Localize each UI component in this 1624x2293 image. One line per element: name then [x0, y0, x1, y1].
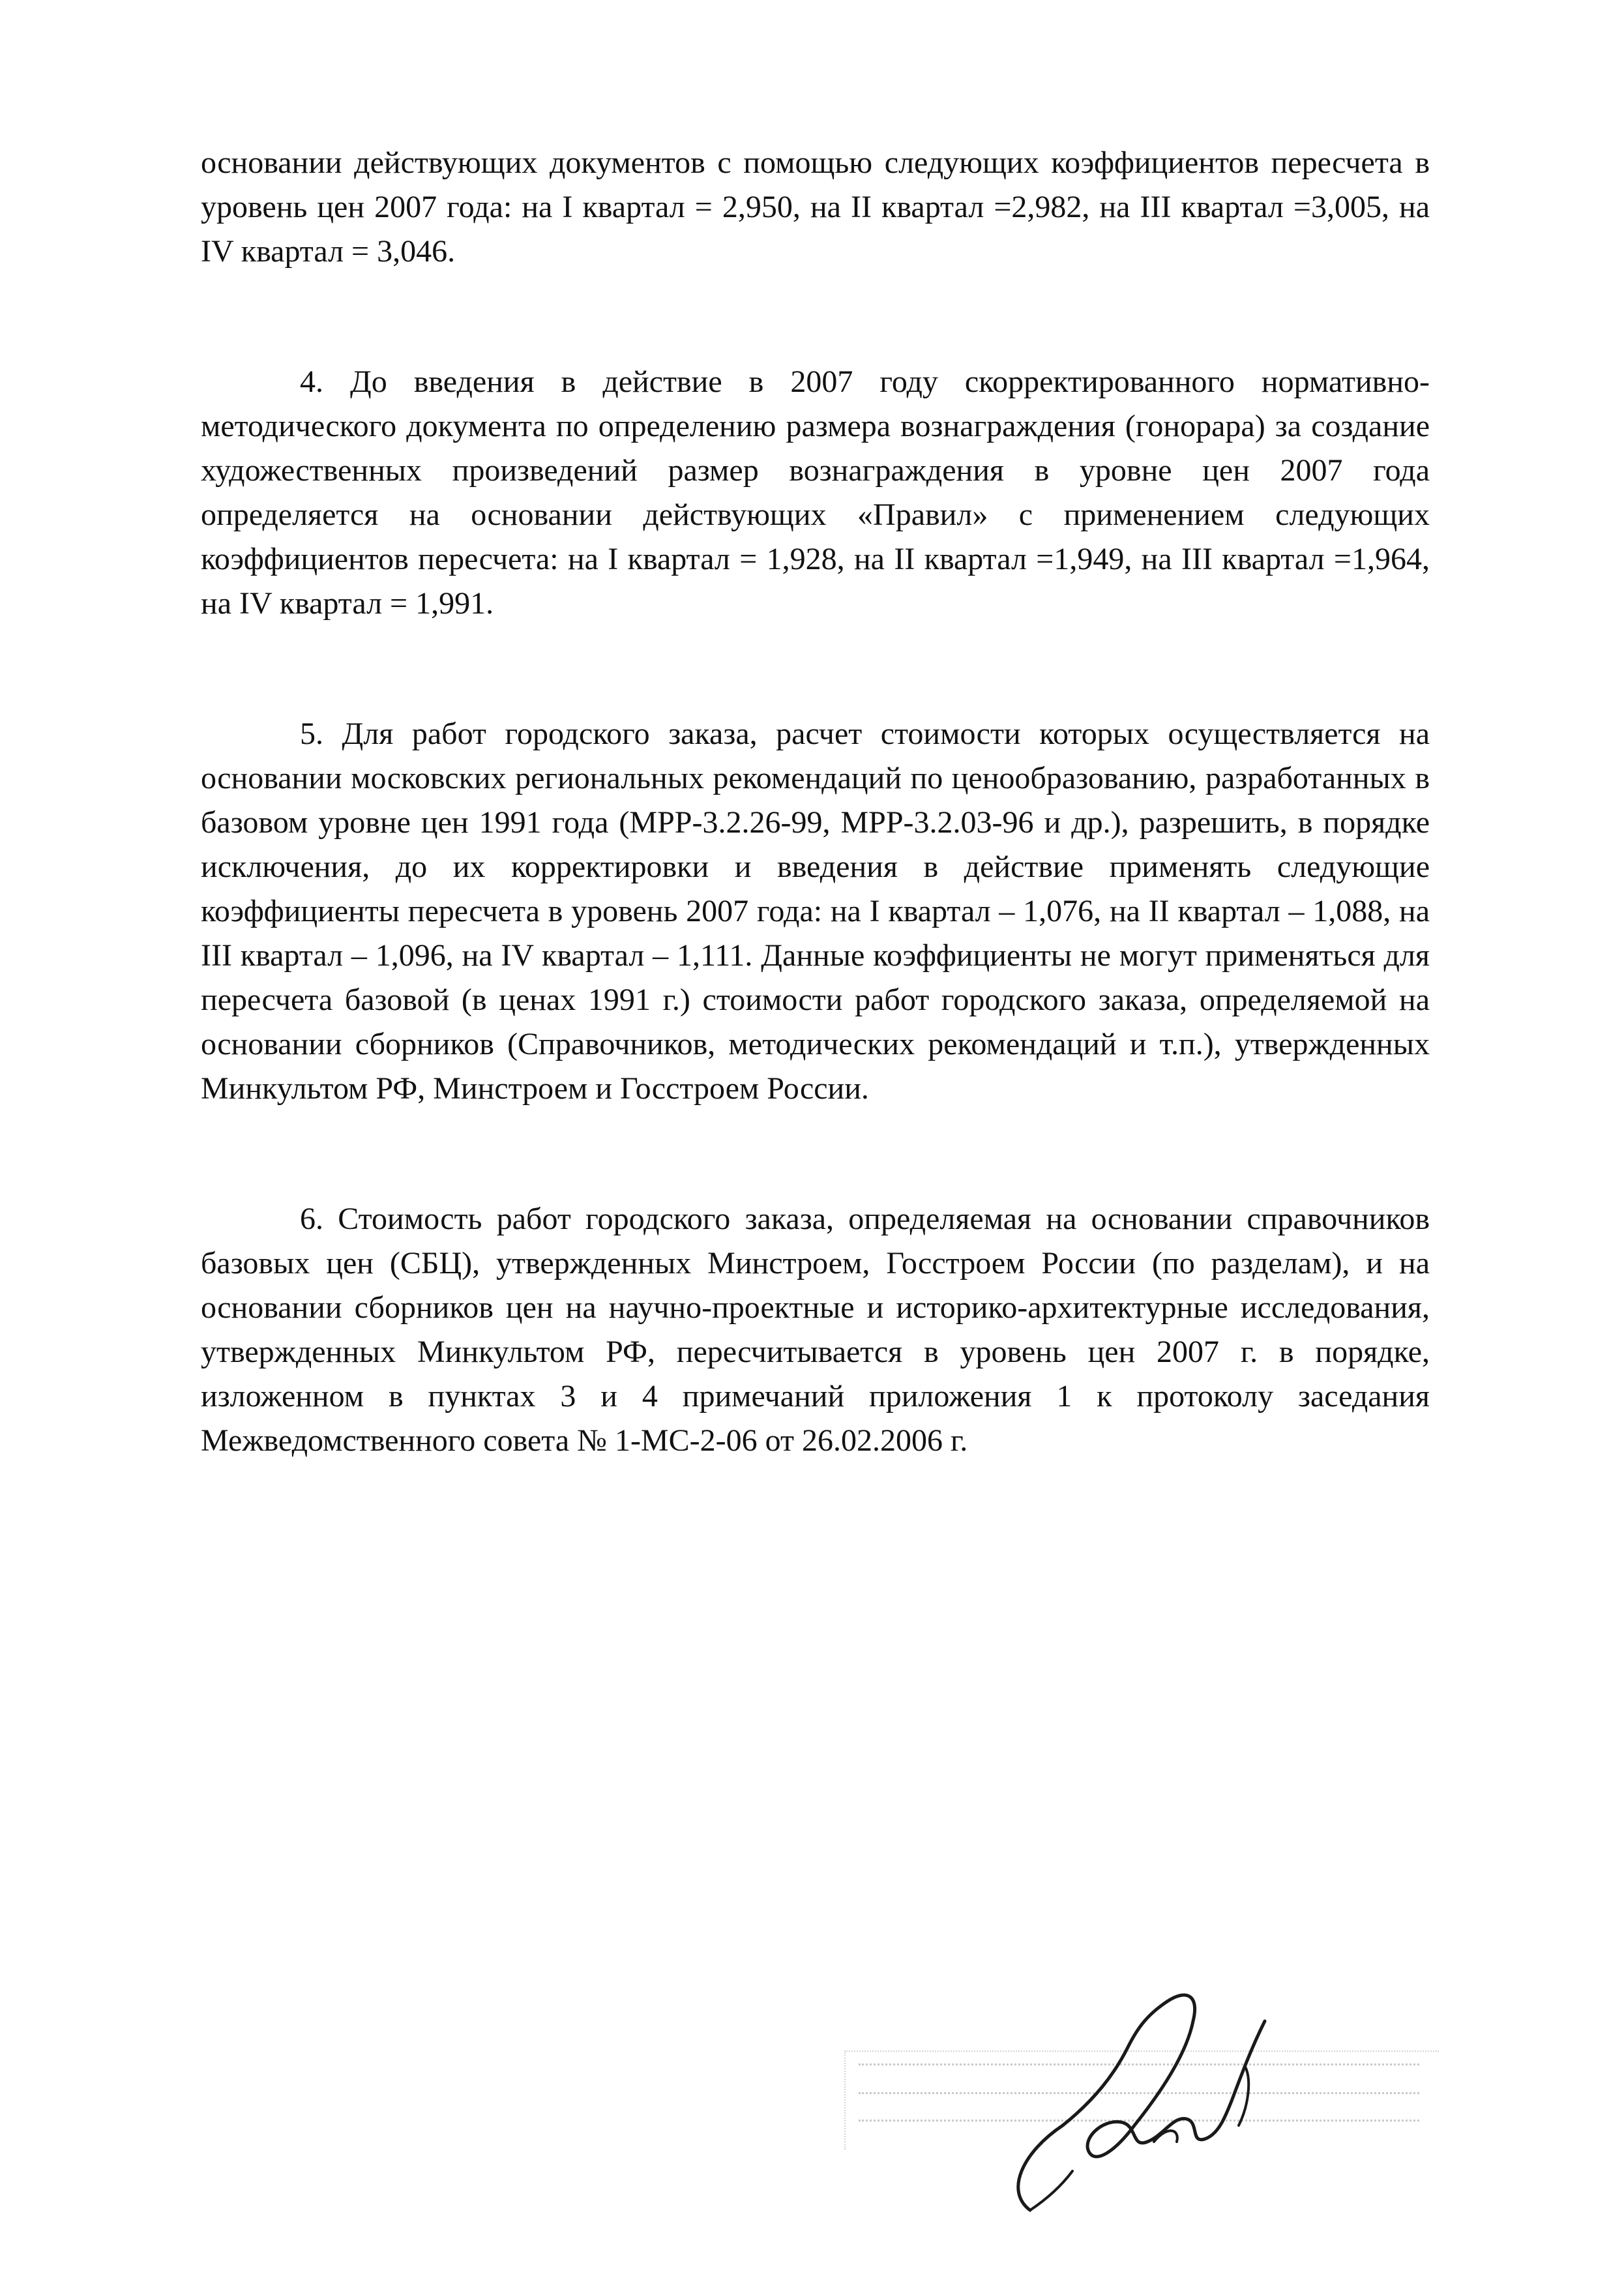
paragraph-item-5: 5. Для работ городского заказа, расчет стоимости которых осуществляется на основании московских региональных рекомендаций по ценообразованию, разработанных в базовом уровне цен 1991 года (МРР-3.2.26-99, МРР-3.2.03-96 и др.), разрешить, в порядке исключения, до их корректировки и введения в действие применять следующие коэффициенты пересчета в уровень 2007 года: на I квартал – 1,076, на II квартал – 1,088, на III квартал – 1,096, на IV квартал – 1,111. Данные коэффициенты не могут применяться для пересчета базовой (в ценах 1991 г.) стоимости работ городского заказа, определяемой на основании сборников (Справочников, методических рекомендаций и т.п.), утвержденных Минкультом РФ, Минстроем и Госстроем России. [201, 717, 1430, 1106]
signature-stroke [1030, 2171, 1072, 2210]
paragraph-item-6: 6. Стоимость работ городского заказа, определяемая на основании справочников базовых цен (СБЦ), утвержденных Минстроем, Госстроем России (по разделам), и на основании сборников цен на научно-проектные и историко-архитектурные исследования, утвержденных Минкультом РФ, пересчитывается в уровень цен 2007 г. в порядке, изложенном в пунктах 3 и 4 примечаний приложения 1 к протоколу заседания Межведомственного совета № 1-МС-2-06 от 26.02.2006 г. [201, 1202, 1430, 1458]
paragraph-gap [201, 274, 1430, 360]
paragraph-gap [201, 626, 1430, 712]
signature-stroke [1154, 2131, 1177, 2142]
document-body [201, 141, 1430, 1463]
paragraph-continuation: основании действующих документов с помощью следующих коэффициентов пересчета в уровень цен 2007 года: на I квартал = 2,950, на II квартал =2,982, на III квартал =3,005, на IV квартал = 3,046. [201, 145, 1430, 269]
paragraph-gap [201, 1111, 1430, 1197]
paragraph-item-4: 4. До введения в действие в 2007 году скорректированного нормативно-методического документа по определению размера вознаграждения (гонорара) за создание художественных произведений размер вознаграждения в уровне цен 2007 года определяется на основании действующих «Правил» с применением следующих коэффициентов пересчета: на I квартал = 1,928, на II квартал =1,949, на III квартал =1,964, на IV квартал = 1,991. [201, 364, 1430, 621]
signature-stroke [1018, 1995, 1265, 2210]
handwritten-signature [991, 1975, 1304, 2223]
